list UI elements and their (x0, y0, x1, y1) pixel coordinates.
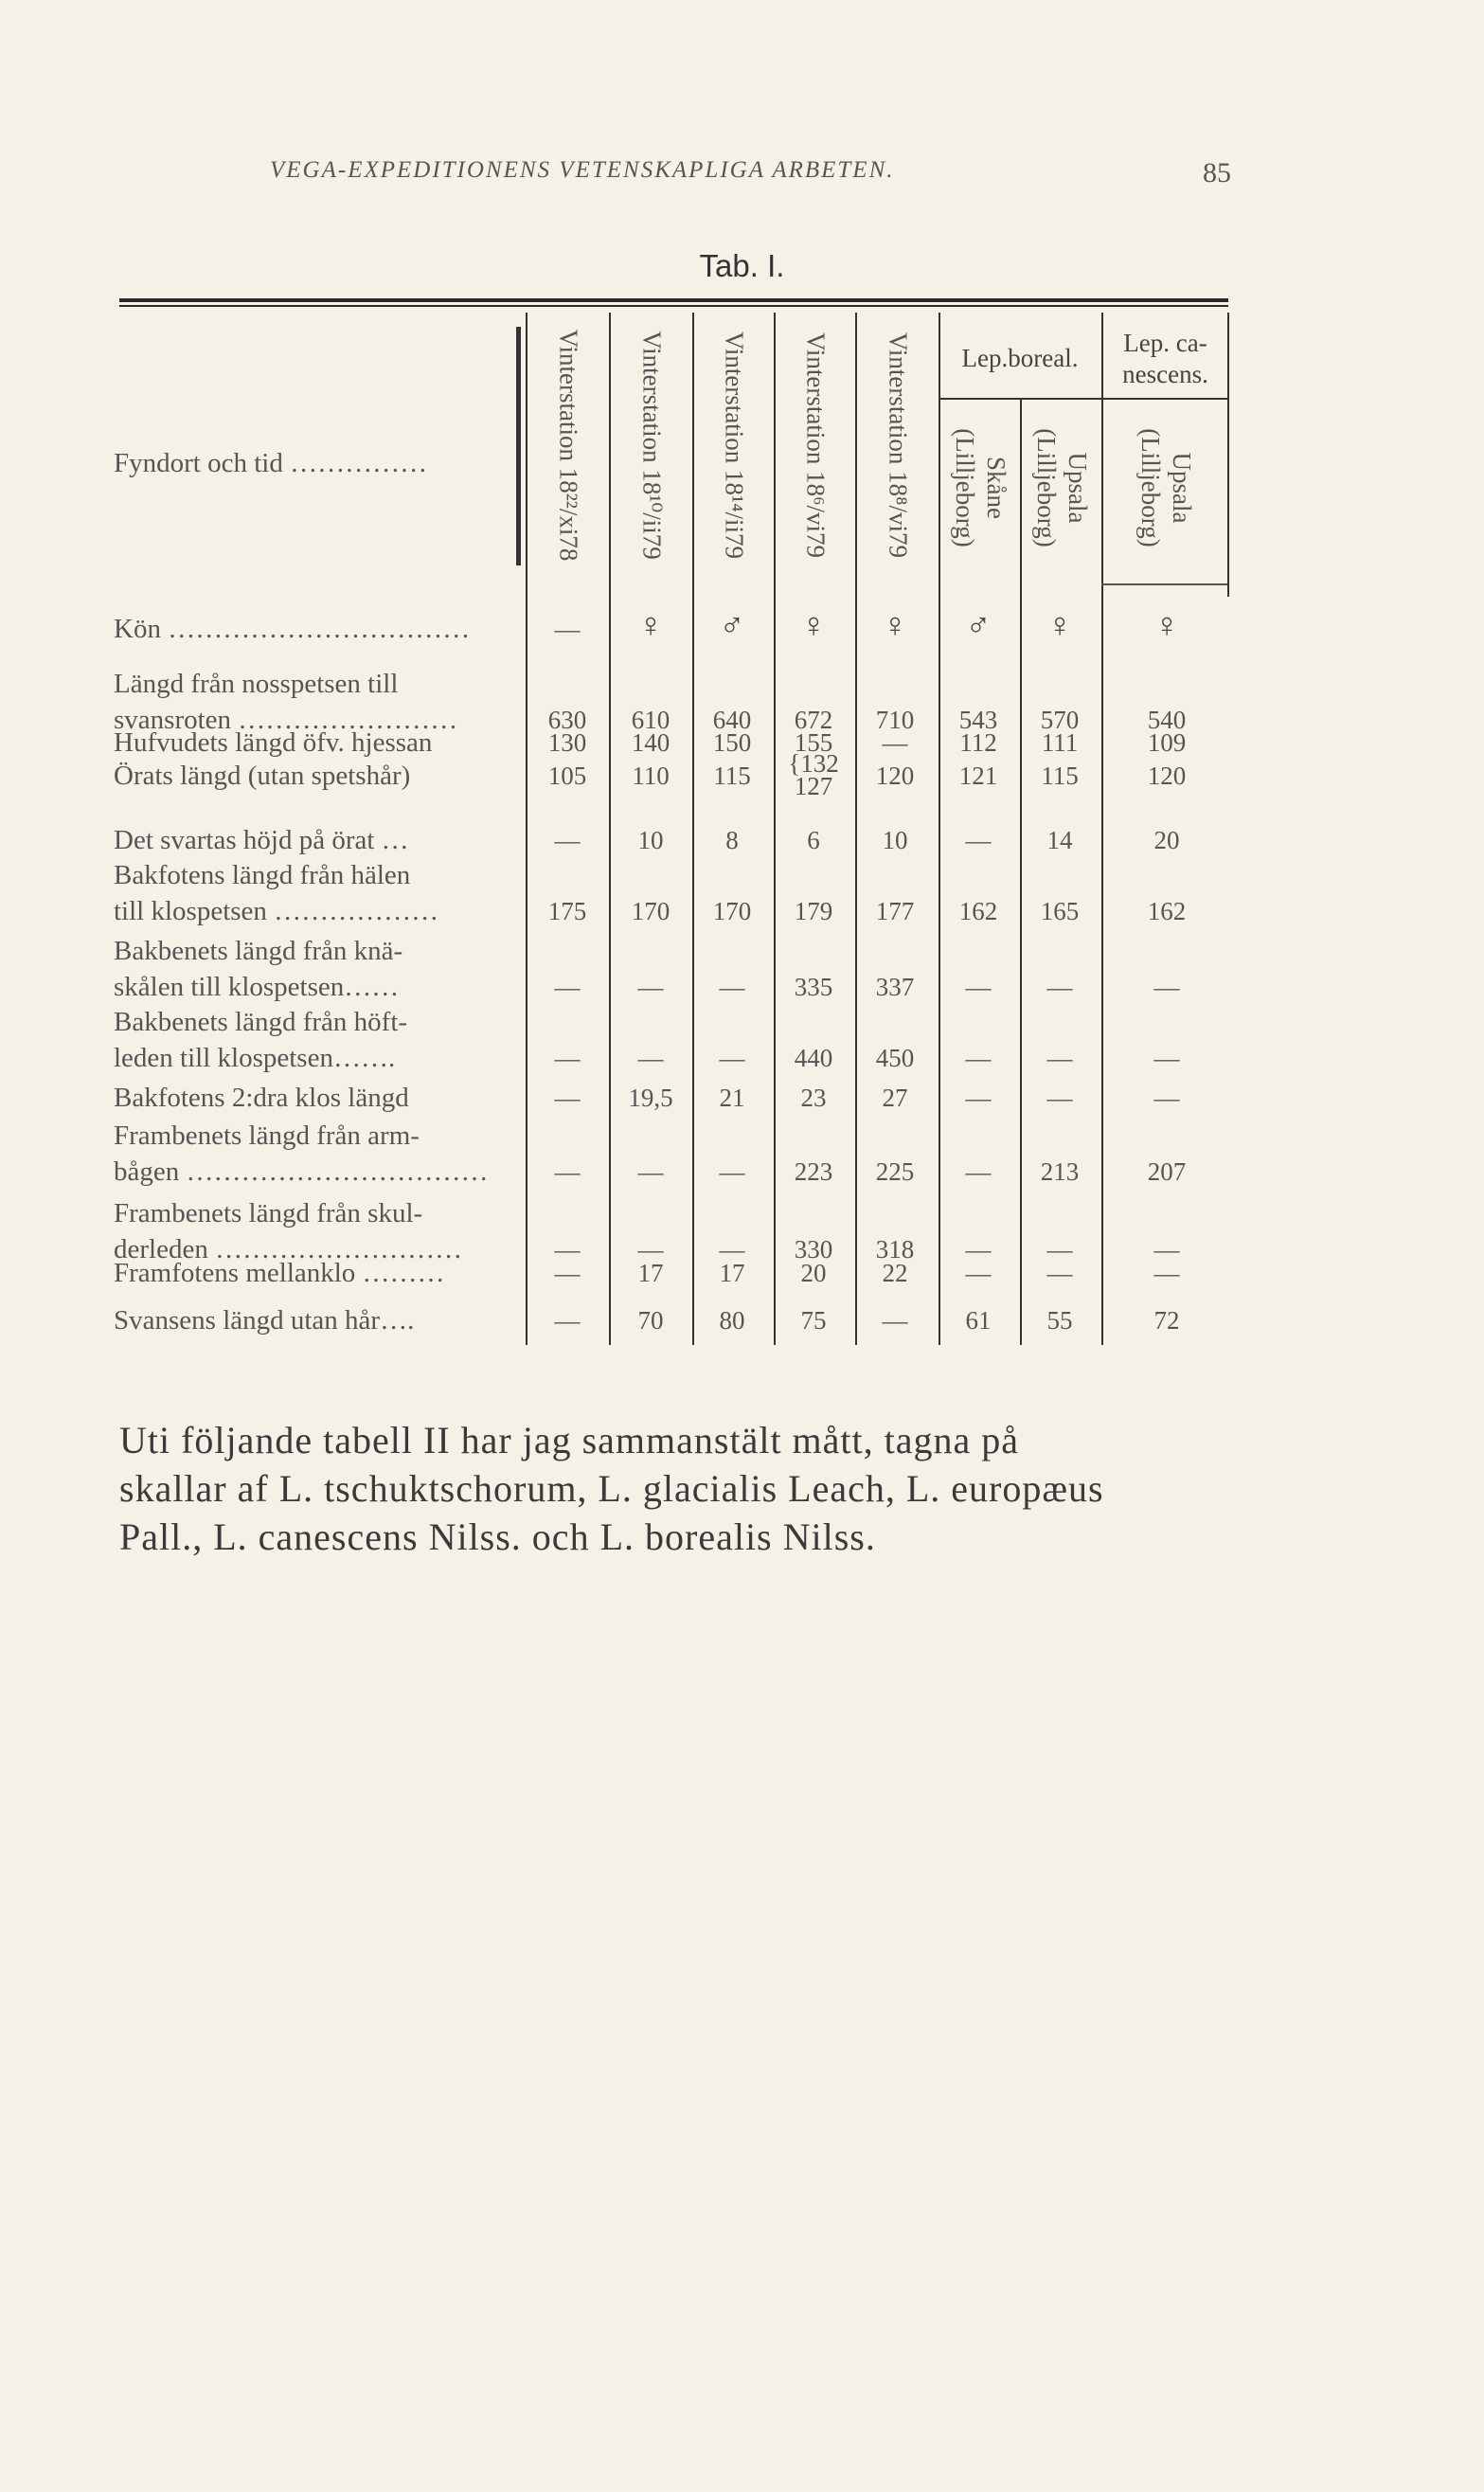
table-cell: — (719, 1044, 745, 1072)
table-cell: 10 (882, 826, 908, 854)
table-cell: 610 (631, 706, 670, 734)
table-cell: 109 (1147, 728, 1187, 757)
row-label: Det svartas höjd på örat … (114, 825, 409, 855)
col-rule-7 (1101, 313, 1103, 1345)
table-cell: 115 (1041, 762, 1079, 790)
row-label: leden till klospetsen……. (114, 1043, 396, 1073)
table-cell: 19,5 (628, 1084, 673, 1112)
table-cell: 170 (631, 897, 670, 925)
table-cell: 112 (959, 728, 997, 757)
table-cell: 450 (875, 1044, 915, 1072)
paragraph-line-1: Uti följande tabell II har jag sammanstält mått, tagna på (119, 1419, 1020, 1461)
row-label: Bakbenets längd från höft- (114, 1007, 408, 1037)
header-column-label: Vinterstation 18¹⁰/ii79 (637, 331, 667, 560)
table-cell: 710 (875, 706, 915, 734)
table-cell: 207 (1147, 1157, 1187, 1186)
table-cell: 570 (1040, 706, 1080, 734)
table-cell: 213 (1040, 1157, 1080, 1186)
header-bottom-rule (1101, 583, 1227, 585)
table-cell: ♀ (1153, 606, 1180, 644)
table-cell: 225 (875, 1157, 915, 1186)
table-cell: — (965, 973, 992, 1001)
group-lep-borealis: Lep.boreal. (961, 344, 1079, 372)
row-label: derleden ……………………… (114, 1234, 463, 1264)
table-cell: — (965, 1157, 992, 1186)
table-cell: ♀ (800, 606, 827, 644)
row-label: Hufvudets längd öfv. hjessan (114, 727, 433, 758)
table-cell: — (554, 1157, 581, 1186)
table-cell: 335 (794, 973, 833, 1001)
table-cell: — (965, 1259, 992, 1287)
col-rule-6 (1020, 398, 1022, 1345)
table-cell: — (637, 973, 664, 1001)
table-cell: 330 (794, 1235, 833, 1264)
table-cell: ♀ (882, 606, 908, 644)
row-label: Frambenets längd från arm- (114, 1121, 420, 1151)
header-column-7 (1022, 398, 1101, 578)
table-cell: 21 (719, 1084, 745, 1112)
table-cell: — (882, 1306, 908, 1335)
row-label: Bakbenets längd från knä- (114, 936, 403, 966)
table-top-rule-thick (119, 298, 1228, 302)
table-cell: — (554, 1259, 581, 1287)
header-column-label: Vinterstation 18²²/xi78 (554, 329, 583, 562)
table-cell: 121 (958, 762, 998, 790)
table-cell: 75 (800, 1306, 827, 1335)
table-cell: 120 (1147, 762, 1187, 790)
header-column-label: Upsala (Lilljeborg) (1135, 428, 1196, 547)
table-cell: — (637, 1235, 664, 1264)
table-cell: 23 (800, 1084, 827, 1112)
table-cell: 17 (637, 1259, 664, 1287)
table-cell: 27 (882, 1084, 908, 1112)
table-cell: ♂ (719, 606, 745, 644)
table-cell: 150 (712, 728, 752, 757)
table-cell: 175 (547, 897, 587, 925)
row-label: till klospetsen ……………… (114, 896, 439, 926)
group-lep-canescens: Lep. ca-nescens. (1122, 329, 1208, 388)
table-cell: — (719, 1157, 745, 1186)
table-cell: — (554, 973, 581, 1001)
running-head: VEGA-EXPEDITIONENS VETENSKAPLIGA ARBETEN. (270, 157, 895, 183)
table-cell: — (554, 615, 581, 643)
table-cell: 540 (1147, 706, 1187, 734)
table-cell: 22 (882, 1259, 908, 1287)
table-cell: — (965, 826, 992, 854)
header-column-label: Vinterstation 18¹⁴/ii79 (720, 331, 749, 560)
table-cell: 55 (1046, 1306, 1073, 1335)
table-cell: — (1153, 1084, 1180, 1112)
table-cell: — (637, 1157, 664, 1186)
table-cell: — (1153, 1235, 1180, 1264)
row-label: Längd från nosspetsen till (114, 669, 399, 699)
table-cell: 165 (1040, 897, 1080, 925)
table-cell: — (1046, 973, 1073, 1001)
table-cell: — (965, 1084, 992, 1112)
table-cell: 72 (1153, 1306, 1180, 1335)
header-column-2 (611, 313, 692, 578)
header-column-8 (1103, 398, 1227, 578)
table-cell: — (554, 1084, 581, 1112)
table-cell: {132 127 (788, 749, 839, 800)
row-label: Bakfotens längd från hälen (114, 860, 411, 890)
table-title: Tab. I. (699, 248, 785, 283)
row-label: Svansens längd utan hår…. (114, 1305, 415, 1336)
table-cell: — (719, 973, 745, 1001)
table-cell: 140 (631, 728, 670, 757)
table-cell: — (1153, 973, 1180, 1001)
table-cell: 223 (794, 1157, 833, 1186)
table-cell: 630 (547, 706, 587, 734)
paragraph-line-3: Pall., L. canescens Nilss. och L. borealis Nilss. (119, 1515, 876, 1558)
table-cell: — (1153, 1259, 1180, 1287)
row-label: svansroten …………………… (114, 705, 458, 735)
table-cell: — (637, 1044, 664, 1072)
group-rule (939, 398, 1227, 400)
col-rule-0 (526, 313, 527, 1345)
table-cell: 170 (712, 897, 752, 925)
page-number: 85 (1203, 157, 1231, 188)
header-column-6 (940, 398, 1020, 578)
table-cell: ♂ (965, 606, 992, 644)
table-cell: — (965, 1044, 992, 1072)
table-cell: 672 (794, 706, 833, 734)
header-brace (516, 327, 521, 565)
table-cell: 440 (794, 1044, 833, 1072)
table-cell: — (554, 1044, 581, 1072)
row-label: Framfotens mellanklo ……… (114, 1258, 445, 1288)
table-cell: 162 (958, 897, 998, 925)
row-label: Kön …………………………… (114, 614, 471, 644)
table-cell: 20 (1153, 826, 1180, 854)
table-cell: — (882, 728, 908, 757)
table-cell: 20 (800, 1259, 827, 1287)
table-cell: 14 (1046, 826, 1073, 854)
header-column-label: Vinterstation 18⁸/vi79 (884, 332, 913, 559)
table-cell: 110 (632, 762, 670, 790)
table-cell: 130 (547, 728, 587, 757)
header-column-label: Vinterstation 18⁶/vi79 (801, 332, 831, 559)
table-cell: — (1046, 1235, 1073, 1264)
header-column-1 (527, 313, 609, 578)
row-label: Frambenets längd från skul- (114, 1198, 423, 1228)
table-cell: 80 (719, 1306, 745, 1335)
table-cell: — (965, 1235, 992, 1264)
table-cell: 61 (965, 1306, 992, 1335)
row-label: skålen till klospetsen…… (114, 972, 400, 1002)
table-cell: 337 (875, 973, 915, 1001)
table-cell: 111 (1041, 728, 1079, 757)
table-cell: 543 (958, 706, 998, 734)
header-row-label: Fyndort och tid …………… (114, 448, 428, 478)
table-cell: 120 (875, 762, 915, 790)
table-cell: ♀ (637, 606, 664, 644)
table-cell: — (1153, 1044, 1180, 1072)
table-cell: 318 (875, 1235, 915, 1264)
table-cell: ♀ (1046, 606, 1073, 644)
table-cell: 155 (794, 728, 833, 757)
table-cell: 179 (794, 897, 833, 925)
table-cell: — (554, 1235, 581, 1264)
table-cell: — (1046, 1259, 1073, 1287)
table-cell: 640 (712, 706, 752, 734)
table-cell: 105 (547, 762, 587, 790)
paragraph-line-2: skallar af L. tschuktschorum, L. glacialis Leach, L. europæus (119, 1467, 1104, 1510)
header-column-3 (694, 313, 774, 578)
table-cell: 8 (725, 826, 739, 854)
table-cell: — (554, 826, 581, 854)
col-rule-8 (1227, 313, 1229, 597)
table-cell: 17 (719, 1259, 745, 1287)
table-cell: — (1046, 1084, 1073, 1112)
row-label: Örats längd (utan spetshår) (114, 761, 411, 791)
header-column-label: Skåne (Lilljeborg) (951, 428, 1010, 547)
row-label: Bakfotens 2:dra klos längd (114, 1083, 409, 1113)
table-cell: — (719, 1235, 745, 1264)
row-label: bågen …………………………… (114, 1156, 489, 1187)
table-cell: 10 (637, 826, 664, 854)
table-cell: — (1046, 1044, 1073, 1072)
header-column-4 (776, 313, 855, 578)
col-rule-1 (609, 313, 611, 1345)
body-paragraph (119, 1416, 1242, 1561)
table-cell: 6 (807, 826, 820, 854)
table-cell: 115 (713, 762, 751, 790)
table-cell: 162 (1147, 897, 1187, 925)
table-cell: — (554, 1306, 581, 1335)
header-column-5 (857, 313, 939, 578)
table-cell: 177 (875, 897, 915, 925)
table-cell: 70 (637, 1306, 664, 1335)
table-top-rule-thin (119, 305, 1228, 307)
header-column-label: Upsala (Lilljeborg) (1032, 428, 1092, 547)
